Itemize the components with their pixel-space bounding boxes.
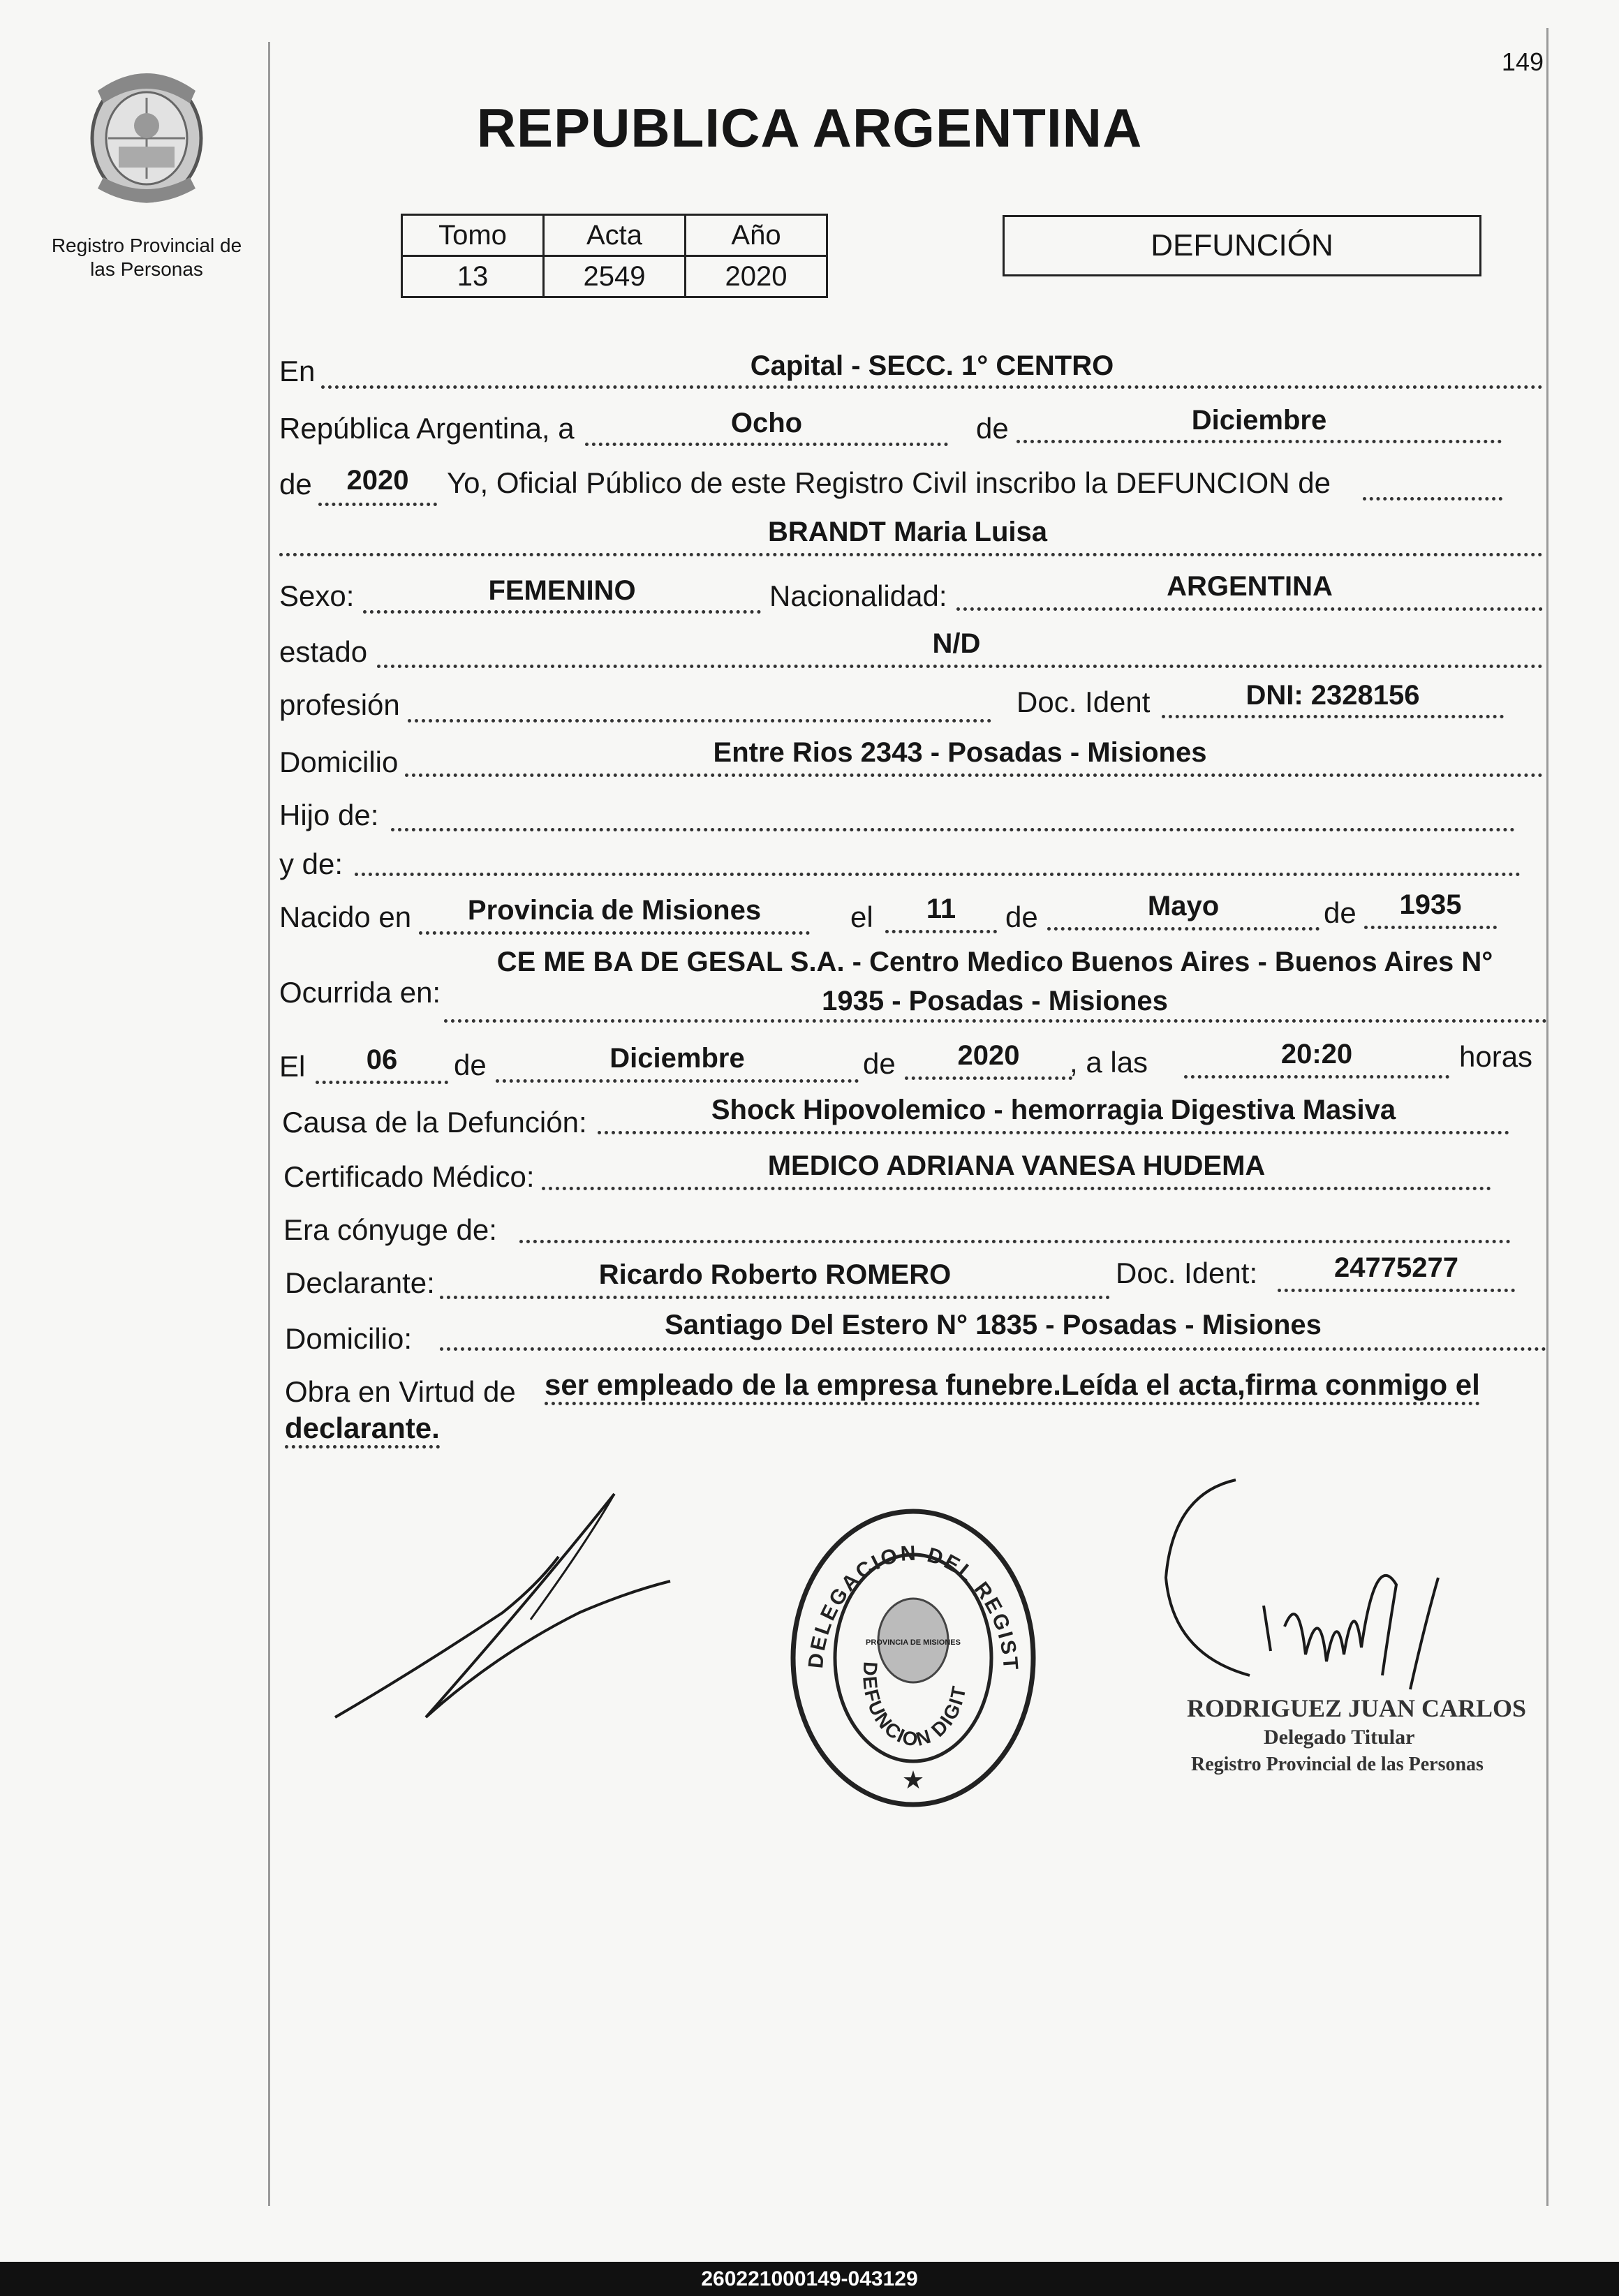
anio-value: 2020 bbox=[686, 256, 827, 297]
oficial-text: Yo, Oficial Público de este Registro Civil inscribo la DEFUNCION de bbox=[447, 466, 1331, 499]
en-value: Capital - SECC. 1° CENTRO bbox=[750, 350, 1114, 381]
dotted-line bbox=[355, 873, 1521, 876]
causa-value: Shock Hipovolemico - hemorragia Digestiva Masiva bbox=[711, 1095, 1396, 1125]
dotted-line bbox=[496, 1079, 859, 1083]
dotted-line bbox=[405, 773, 1543, 777]
dotted-line bbox=[279, 553, 1543, 556]
stamp-center-text: PROVINCIA DE MISIONES bbox=[866, 1638, 961, 1647]
de-label: de bbox=[279, 468, 312, 501]
ocurrida-line1: CE ME BA DE GESAL S.A. - Centro Medico Buenos Aires - Buenos Aires N° bbox=[496, 947, 1493, 977]
dotted-line bbox=[318, 503, 437, 506]
dotted-line bbox=[391, 828, 1515, 831]
death-time: 20:20 bbox=[1280, 1039, 1353, 1069]
de-label: de bbox=[1324, 896, 1356, 929]
doc-ident-value: DNI: 2328156 bbox=[1245, 680, 1420, 711]
dotted-line bbox=[542, 1187, 1491, 1190]
dotted-line bbox=[377, 665, 1543, 668]
dotted-line bbox=[316, 1081, 448, 1084]
right-margin-line bbox=[1546, 28, 1548, 2206]
registry-label bbox=[35, 234, 258, 281]
obra-label: Obra en Virtud de bbox=[285, 1375, 516, 1408]
registry-label-line2: las Personas bbox=[90, 258, 203, 280]
year-value: 2020 bbox=[346, 465, 409, 496]
dotted-line bbox=[408, 719, 991, 723]
death-year: 2020 bbox=[957, 1040, 1020, 1071]
sexo-label: Sexo: bbox=[279, 579, 355, 612]
dotted-line bbox=[440, 1296, 1110, 1299]
el-label: el bbox=[850, 901, 873, 933]
alas-label: , a las bbox=[1070, 1046, 1148, 1079]
anio-header: Año bbox=[686, 215, 827, 256]
barcode-footer: 260221000149-043129 bbox=[0, 2262, 1619, 2296]
left-margin-line bbox=[268, 42, 270, 2206]
hijo-label: Hijo de: bbox=[279, 799, 379, 831]
dotted-line bbox=[885, 930, 997, 933]
domicilio-value: Entre Rios 2343 - Posadas - Misiones bbox=[713, 737, 1207, 768]
death-month: Diciembre bbox=[609, 1043, 745, 1074]
death-day: 06 bbox=[366, 1044, 398, 1075]
stamp-outer-text: DELEGACION DEL REGIST bbox=[804, 1541, 1023, 1673]
acta-header: Acta bbox=[544, 215, 686, 256]
domicilio2-label: Domicilio: bbox=[285, 1322, 413, 1355]
record-table bbox=[401, 214, 828, 298]
en-label: En bbox=[279, 355, 316, 387]
record-type-box: DEFUNCIÓN bbox=[1003, 215, 1481, 276]
dotted-line bbox=[444, 1019, 1547, 1023]
dotted-line bbox=[1017, 440, 1502, 443]
de-label: de bbox=[863, 1047, 896, 1080]
de-label: de bbox=[1005, 901, 1038, 933]
tomo-header: Tomo bbox=[402, 215, 544, 256]
stamp-inner-text: DEFUNCION DIGIT bbox=[859, 1661, 970, 1751]
declarant-signature bbox=[321, 1480, 698, 1745]
dotted-line bbox=[956, 607, 1543, 611]
estado-label: estado bbox=[279, 635, 368, 668]
deceased-name: BRANDT Maria Luisa bbox=[767, 517, 1048, 547]
nacido-value: Provincia de Misiones bbox=[467, 895, 762, 926]
official-signature bbox=[1145, 1466, 1536, 1696]
acta-value: 2549 bbox=[544, 256, 686, 297]
horas-label: horas bbox=[1459, 1040, 1533, 1073]
official-stamp bbox=[781, 1501, 1046, 1815]
ocurrida-label: Ocurrida en: bbox=[279, 976, 441, 1009]
obra-value-line2: declarante. bbox=[285, 1412, 440, 1449]
dotted-line bbox=[585, 443, 948, 446]
estado-value: N/D bbox=[932, 628, 981, 659]
dotted-line bbox=[363, 610, 761, 614]
page-number: 149 bbox=[1501, 47, 1544, 76]
birth-year: 1935 bbox=[1399, 889, 1462, 920]
birth-day: 11 bbox=[926, 894, 956, 924]
dotted-line bbox=[419, 931, 810, 935]
conyuge-label: Era cónyuge de: bbox=[283, 1213, 497, 1246]
doc-ident2-value: 24775277 bbox=[1334, 1252, 1458, 1283]
republica-label: República Argentina, a bbox=[279, 412, 575, 445]
sexo-value: FEMENINO bbox=[488, 575, 636, 606]
month-value: Diciembre bbox=[1191, 405, 1327, 436]
dotted-line bbox=[905, 1076, 1072, 1080]
domicilio-label: Domicilio bbox=[279, 746, 399, 778]
dotted-line bbox=[321, 385, 1543, 389]
de-label: de bbox=[454, 1049, 487, 1081]
dotted-line bbox=[1278, 1289, 1515, 1292]
dotted-line bbox=[440, 1347, 1546, 1351]
dotted-line bbox=[598, 1131, 1509, 1134]
obra-value-line1: ser empleado de la empresa funebre.Leída el acta,firma conmigo el bbox=[545, 1368, 1480, 1405]
yde-label: y de: bbox=[279, 847, 343, 880]
el2-label: El bbox=[279, 1050, 306, 1083]
certificado-value: MEDICO ADRIANA VANESA HUDEMA bbox=[767, 1150, 1266, 1181]
day-value: Ocho bbox=[730, 408, 803, 438]
page-title: REPUBLICA ARGENTINA bbox=[476, 97, 1143, 158]
dotted-line bbox=[1162, 715, 1504, 718]
dotted-line bbox=[1363, 497, 1502, 501]
domicilio2-value: Santiago Del Estero N° 1835 - Posadas - Misiones bbox=[665, 1310, 1322, 1340]
dotted-line bbox=[519, 1240, 1511, 1243]
doc-ident2-label: Doc. Ident: bbox=[1116, 1257, 1258, 1289]
declarante-value: Ricardo Roberto ROMERO bbox=[598, 1259, 952, 1290]
official-role: Delegado Titular bbox=[1264, 1726, 1415, 1749]
dotted-line bbox=[1364, 926, 1497, 929]
de-label: de bbox=[976, 412, 1009, 445]
nacido-label: Nacido en bbox=[279, 901, 412, 933]
doc-ident-label: Doc. Ident bbox=[1017, 686, 1151, 718]
ocurrida-line2: 1935 - Posadas - Misiones bbox=[822, 986, 1168, 1016]
certificado-label: Certificado Médico: bbox=[283, 1160, 535, 1193]
dotted-line bbox=[1047, 927, 1319, 931]
profesion-label: profesión bbox=[279, 688, 400, 721]
registry-label-line1: Registro Provincial de bbox=[51, 235, 242, 256]
official-name: RODRIGUEZ JUAN CARLOS bbox=[1187, 1694, 1527, 1722]
nacionalidad-label: Nacionalidad: bbox=[769, 579, 947, 612]
birth-month: Mayo bbox=[1147, 891, 1220, 921]
causa-label: Causa de la Defunción: bbox=[282, 1106, 587, 1139]
tomo-value: 13 bbox=[402, 256, 544, 297]
svg-text:★: ★ bbox=[901, 1765, 925, 1794]
nacionalidad-value: ARGENTINA bbox=[1167, 571, 1333, 602]
dotted-line bbox=[1184, 1075, 1449, 1079]
official-office: Registro Provincial de las Personas bbox=[1191, 1754, 1484, 1775]
declarante-label: Declarante: bbox=[285, 1266, 435, 1299]
